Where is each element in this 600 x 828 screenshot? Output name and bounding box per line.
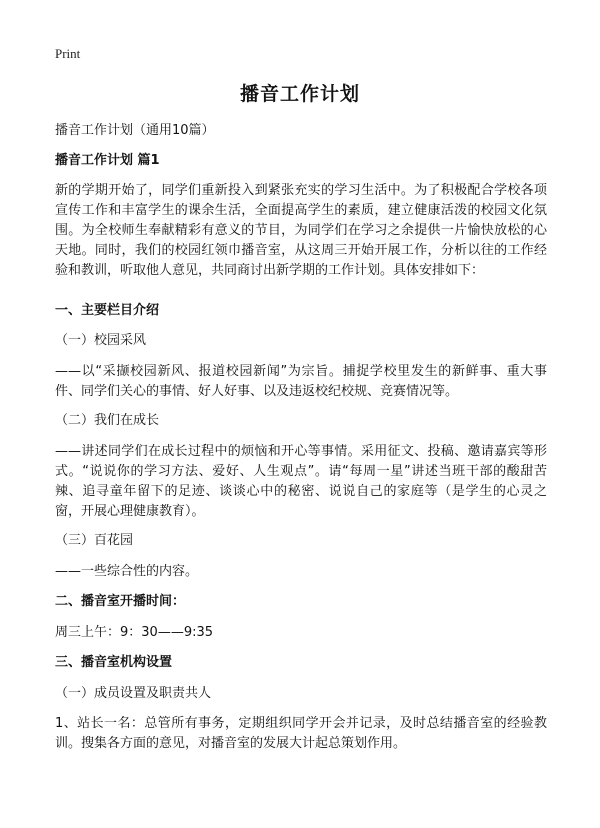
broadcast-time-text: 周三上午：9：30——9:35 [55, 625, 214, 640]
paragraph-growing-up: ——讲述同学们在成长过程中的烦恼和开心等事情。采用征文、投稿、邀请嘉宾等形式。“说说你的学习方法、爱好、人生观点”。请“每周一星”讲述当班干部的酸甜苦辣、追寻童年留下的足迹、谈谈心中的秘密、说说自己的家庭等（是学生的心灵之窗，开展心理健康教育）。 [55, 444, 547, 519]
document-subtitle: 播音工作计划（通用10篇） [55, 123, 215, 138]
paragraph-garden: ——一些综合性的内容。 [55, 564, 199, 579]
subheading-growing-up: （二）我们在成长 [55, 413, 160, 428]
heading-main-columns: 一、主要栏目介绍 [55, 303, 160, 318]
intro-paragraph: 新的学期开始了，同学们重新投入到紧张充实的学习生活中。为了积极配合学校各项宣传工作和丰富学生的课余生活，全面提高学生的素质，建立健康活泼的校园文化氛围。为全校师生奉献精彩有意义的节目，为同学们在学习之余提供一片愉快放松的心天地。同时，我们的校园红领巾播音室，从这周三开始开展工作，分析以往的工作经验和教训，听取他人意见，共同商讨出新学期的工作计划。具体安排如下： [55, 183, 547, 278]
paragraph-station-head: 1、站长一名：总管所有事务，定期组织同学开会并记录，及时总结播音室的经验教训。搜集各方面的意见，对播音室的发展大计起总策划作用。 [55, 716, 547, 751]
paragraph-campus-news: ——以“采撷校园新风、报道校园新闻”为宗旨。捕捉学校里发生的新鲜事、重大事件、同学们关心的事情、好人好事、以及违返校纪校规、竞赛情况等。 [55, 364, 547, 399]
section-heading: 播音工作计划 篇1 [55, 153, 160, 168]
subheading-campus-news: （一）校园采风 [55, 333, 147, 348]
subheading-members: （一）成员设置及职责共人 [55, 686, 212, 701]
document-title: 播音工作计划 [239, 83, 360, 105]
print-label: Print [55, 46, 81, 61]
heading-organization: 三、播音室机构设置 [55, 655, 173, 670]
heading-broadcast-time: 二、播音室开播时间： [55, 594, 186, 609]
subheading-garden: （三）百花园 [55, 533, 134, 548]
